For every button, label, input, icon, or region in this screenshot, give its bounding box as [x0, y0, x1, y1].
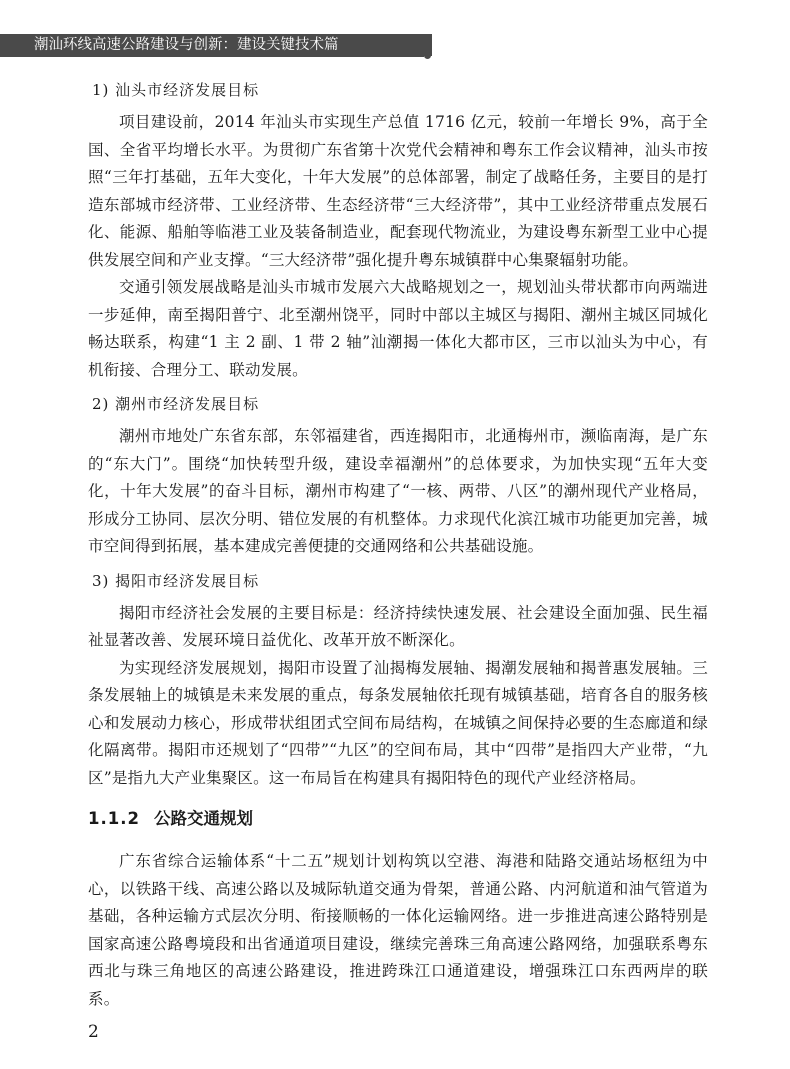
subheading-chaozhou: 2) 潮州市经济发展目标	[92, 395, 260, 413]
paragraph: 交通引领发展战略是汕头市城市发展六大战略规划之一，规划汕头带状都市向两端进一步延伸，南至揭阳普宁、北至潮州饶平，同时中部以主城区与揭阳、潮州主城区同城化畅达联系，构建“1 主 2 副、1 带 2 轴”汕潮揭一体化大都市区，三市以汕头为中心，有机衔接、合理分工、联动发展。	[88, 278, 708, 379]
header-rule	[0, 55, 424, 57]
header-dot-ornament	[424, 52, 431, 59]
paragraph: 为实现经济发展规划，揭阳市设置了汕揭梅发展轴、揭潮发展轴和揭普惠发展轴。三条发展轴上的城镇是未来发展的重点，每条发展轴依托现有城镇基础，培育各自的服务核心和发展动力核心，形成带状组团式空间布局结构，在城镇之间保持必要的生态廊道和绿化隔离带。揭阳市还规划了“四带”“九区”的空间布局，其中“四带”是指四大产业带，“九区”是指九大产业集聚区。这一布局旨在构建具有揭阳特色的现代产业经济格局。	[88, 658, 708, 787]
paragraph: 项目建设前，2014 年汕头市实现生产总值 1716 亿元，较前一年增长 9%，高于全国、全省平均增长水平。为贯彻广东省第十次党代会精神和粤东工作会议精神，汕头市按照“三年打基础，五年大变化，十年大发展”的总体部署，制定了战略任务，主要目的是打造东部城市经济带、工业经济带、生态经济带“三大经济带”，其中工业经济带重点发展石化、能源、船舶等临港工业及装备制造业，配套现代物流业，为建设粤东新型工业中心提供发展空间和产业支撑。“三大经济带”强化提升粤东城镇群中心集聚辐射功能。	[88, 113, 708, 269]
paragraph: 揭阳市经济社会发展的主要目标是：经济持续快速发展、社会建设全面加强、民生福祉显著改善、发展环境日益优化、改革开放不断深化。	[88, 603, 708, 649]
running-header	[0, 34, 432, 56]
page-body	[88, 70, 708, 1013]
subheading-shantou: 1) 汕头市经济发展目标	[92, 81, 260, 99]
section-number: 1.1.2	[88, 809, 140, 828]
page-number: 2	[88, 1022, 99, 1042]
running-header-title: 潮汕环线高速公路建设与创新：建设关键技术篇	[34, 37, 339, 53]
subheading-jieyang: 3) 揭阳市经济发展目标	[92, 571, 260, 590]
section-heading	[88, 806, 708, 832]
paragraph: 潮州市地处广东省东部，东邻福建省，西连揭阳市，北通梅州市，濒临南海，是广东的“东大门”。围绕“加快转型升级，建设幸福潮州”的总体要求，为加快实现“五年大变化，十年大发展”的奋斗目标，潮州市构建了“一核、两带、八区”的潮州现代产业格局，形成分工协同、层次分明、错位发展的有机整体。力求现代化滨江城市功能更加完善，城市空间得到拓展，基本建成完善便捷的交通网络和公共基础设施。	[88, 427, 708, 555]
section-title: 公路交通规划	[154, 809, 253, 828]
paragraph: 广东省综合运输体系“十二五”规划计划构筑以空港、海港和陆路交通站场枢纽为中心，以铁路干线、高速公路以及城际轨道交通为骨架，普通公路、内河航道和油气管道为基础，各种运输方式层次分明、衔接顺畅的一体化运输网络。进一步推进高速公路特别是国家高速公路粤境段和出省通道项目建设，继续完善珠三角高速公路网络，加强联系粤东西北与珠三角地区的高速公路建设，推进跨珠江口通道建设，增强珠江口东西两岸的联系。	[88, 852, 708, 1008]
